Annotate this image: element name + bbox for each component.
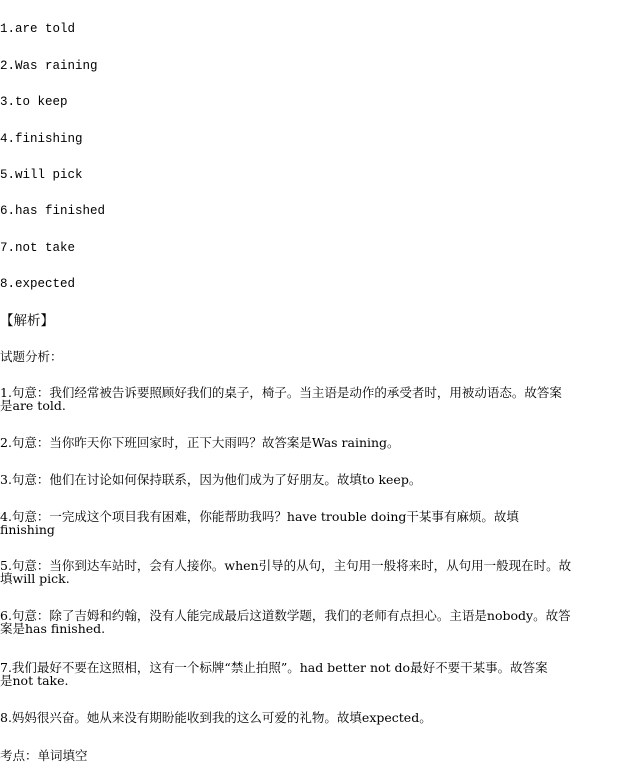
answer-7: 7.not take xyxy=(0,241,76,255)
analysis-item-1 xyxy=(0,386,630,412)
answer-6: 6.has finished xyxy=(0,204,106,218)
answer-5: 5.will pick xyxy=(0,168,83,182)
analysis-heading: 【解析】 xyxy=(0,313,54,329)
analysis-item-4-line1: 4.句意：一完成这个项目我有困难，你能帮助我吗？have trouble doing干某事有麻烦。故填 xyxy=(0,509,519,524)
answer-3: 3.to keep xyxy=(0,95,68,109)
analysis-item-1-line1: 1.句意：我们经常被告诉要照顾好我们的桌子，椅子。当主语是动作的承受者时，用被动语态。故答案 xyxy=(0,385,562,400)
answer-2: 2.Was raining xyxy=(0,59,98,73)
analysis-item-6-line2: 案是has finished. xyxy=(0,621,106,636)
analysis-item-8 xyxy=(0,711,630,724)
analysis-item-5-line1: 5.句意：当你到达车站时，会有人接你。when引导的从句，主句用一般将来时，从句用一般现在时。故 xyxy=(0,558,572,573)
analysis-item-5 xyxy=(0,559,630,585)
analysis-item-5-line2: 填will pick. xyxy=(0,571,70,586)
analysis-item-4-line2: finishing xyxy=(0,522,55,537)
analysis-item-8-line1: 8.妈妈很兴奋。她从来没有期盼能收到我的这么可爱的礼物。故填expected。 xyxy=(0,710,432,725)
analysis-item-7 xyxy=(0,661,630,687)
analysis-intro: 试题分析： xyxy=(0,349,63,364)
analysis-item-7-line1: 7.我们最好不要在这照相，这有一个标牌“禁止拍照”。had better not do最好不要干某事。故答案 xyxy=(0,660,548,675)
analysis-item-2-line1: 2.句意：当你昨天你下班回家时，正下大雨吗？故答案是Was raining。 xyxy=(0,435,400,450)
analysis-item-2 xyxy=(0,436,630,449)
answer-4: 4.finishing xyxy=(0,132,83,146)
analysis-item-6 xyxy=(0,609,630,635)
analysis-item-6-line1: 6.句意：除了吉姆和约翰，没有人能完成最后这道数学题，我们的老师有点担心。主语是nobody。故答 xyxy=(0,608,571,623)
kaodian-label: 考点：单词填空 xyxy=(0,748,88,763)
analysis-item-4 xyxy=(0,510,630,536)
analysis-item-3-line1: 3.句意：他们在讨论如何保持联系，因为他们成为了好朋友。故填to keep。 xyxy=(0,472,422,487)
analysis-item-3 xyxy=(0,473,630,486)
answer-1: 1.are told xyxy=(0,22,76,36)
answer-8: 8.expected xyxy=(0,277,76,291)
analysis-item-7-line2: 是not take. xyxy=(0,673,69,688)
analysis-item-1-line2: 是are told. xyxy=(0,398,66,413)
